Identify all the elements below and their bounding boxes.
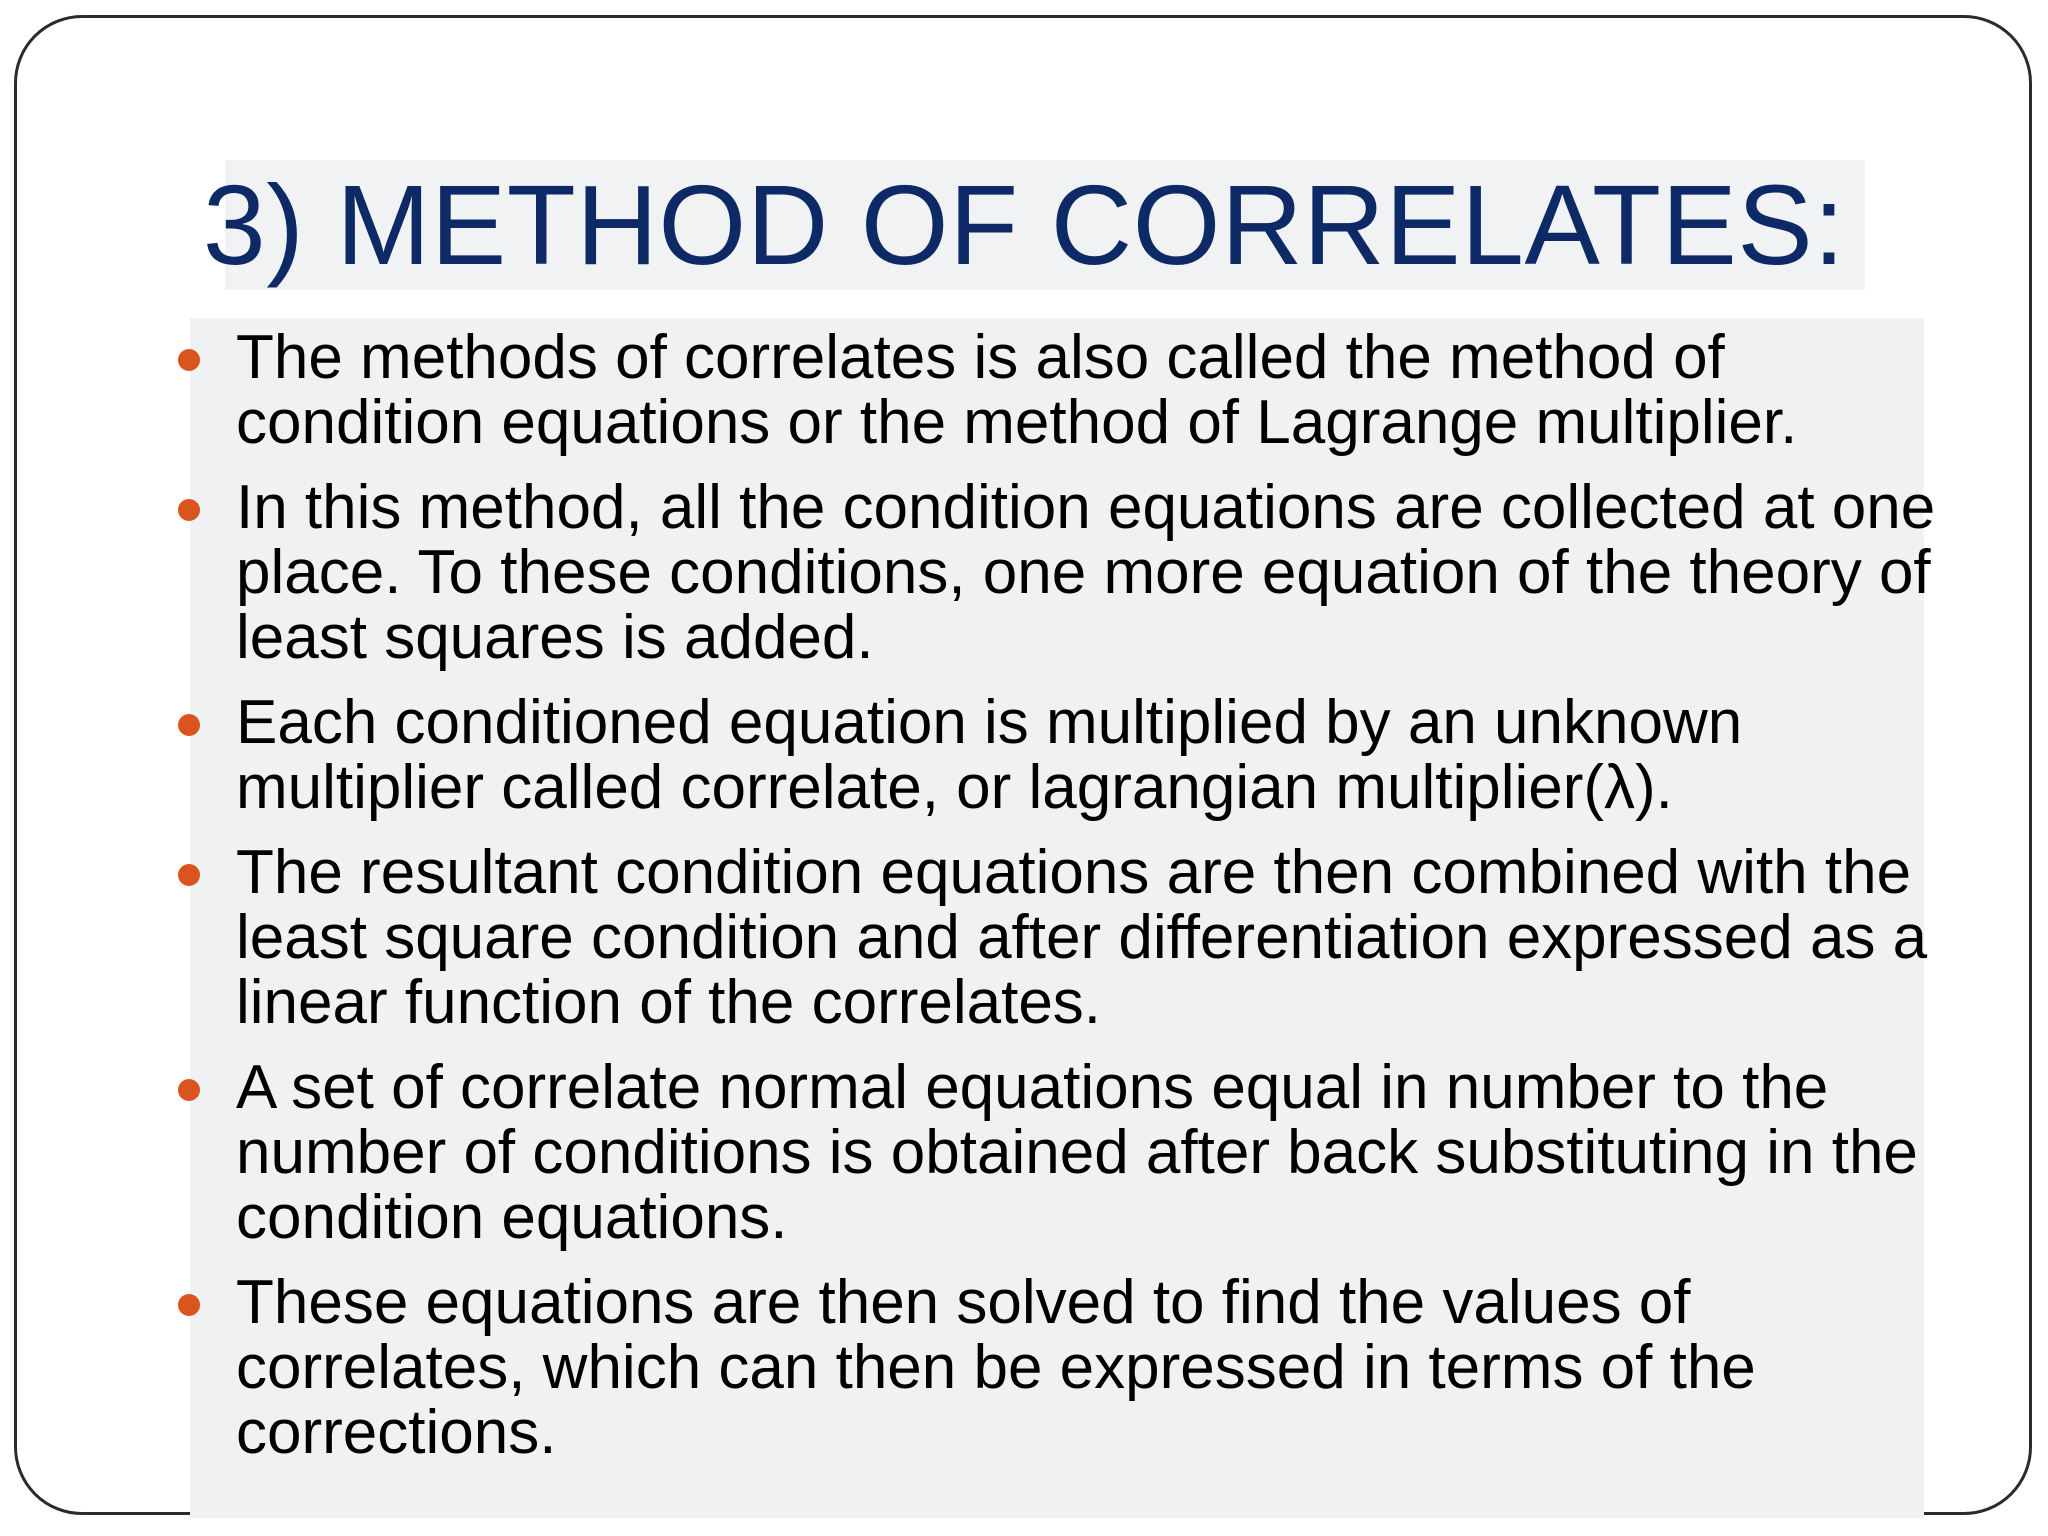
bullet-icon xyxy=(178,499,200,521)
bullet-text: Each conditioned equation is multiplied by an unknown multiplier called correlate, or lagrangian multiplier(λ). xyxy=(236,688,1743,822)
bullet-item xyxy=(236,690,1936,820)
bullet-item xyxy=(236,1270,1936,1465)
bullet-icon xyxy=(178,349,200,371)
bullet-icon xyxy=(178,1079,200,1101)
bullet-item xyxy=(236,840,1936,1035)
bullet-text: In this method, all the condition equations are collected at one place. To these conditions, one more equation of the theory of least squares is added. xyxy=(236,473,1936,672)
bullet-text: These equations are then solved to find the values of correlates, which can then be expressed in terms of the corrections. xyxy=(236,1268,1756,1467)
slide-title: 3) METHOD OF CORRELATES: xyxy=(202,162,1846,288)
bullet-text: The resultant condition equations are then combined with the least square condition and after differentiation expressed as a linear function of the correlates. xyxy=(236,838,1928,1037)
bullet-icon xyxy=(178,1294,200,1316)
bullet-icon xyxy=(178,864,200,886)
bullet-item xyxy=(236,325,1936,455)
bullet-list xyxy=(236,325,1936,1485)
bullet-text: The methods of correlates is also called the method of condition equations or the method of Lagrange multiplier. xyxy=(236,323,1798,457)
bullet-item xyxy=(236,475,1936,670)
bullet-item xyxy=(236,1055,1936,1250)
bullet-text: A set of correlate normal equations equal in number to the number of conditions is obtained after back substituting in the condition equations. xyxy=(236,1053,1918,1252)
bullet-icon xyxy=(178,714,200,736)
